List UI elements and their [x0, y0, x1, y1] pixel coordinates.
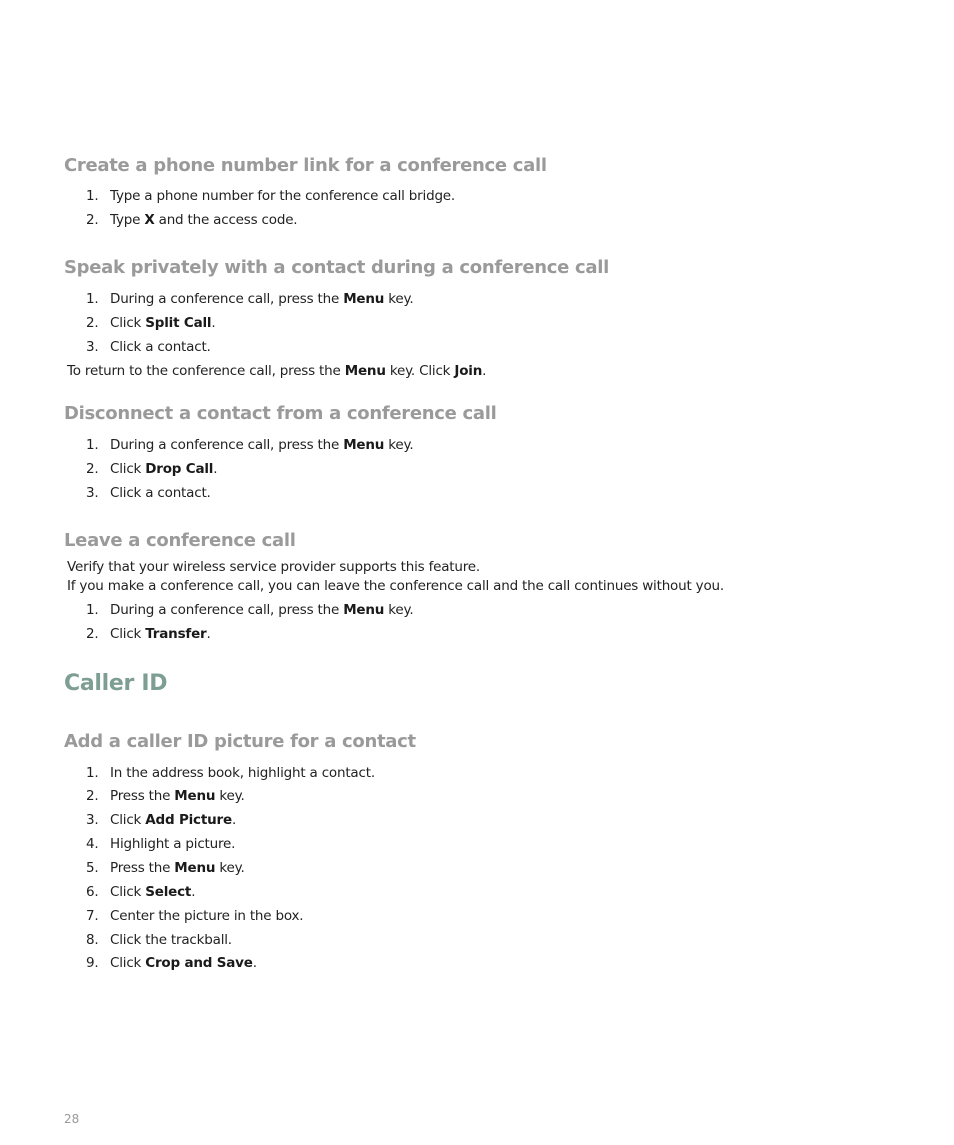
heading-leave-conference: Leave a conference call — [64, 530, 296, 551]
prerequisite-note: Verify that your wireless service provider supports this feature. — [67, 559, 481, 575]
heading-add-caller-id-picture: Add a caller ID picture for a contact — [64, 731, 416, 752]
document-page: Create a phone number link for a conference call 1. Type a phone number for the conference call bridge. 2. Type X and the access code. Speak privately with a contact during a conference call 1. During a conference call, press the Menu key. 2. Click Split Call. 3. Click a contact. To return to the conference call, press the Menu key. Click Join. Disconnect a contact from a conference call 1. During a conference call, press the Menu key. 2. Click Drop Call. 3. Click a contact. Leave a conference call Verify that your wireless service provider supports this feature. If you make a conference call, you can leave the conference call and the call continues without you. 1. During a conference call, press the Menu key. 2. Click Transfer. Caller ID Add a caller ID picture for a contact 1. In the address book, highlight a contact. 2. Press the Menu key. 3. Click Add Picture. 4. Highlight a picture. 5. Press the Menu key. 6. Click Select. 7. Center the picture in the box. 8. Click the trackball. 9. Click Crop and Save. 28 — [64, 155, 724, 1126]
return-note: To return to the conference call, press the Menu key. Click Join. — [67, 363, 487, 379]
heading-speak-privately: Speak privately with a contact during a conference call — [64, 257, 609, 278]
leave-description: If you make a conference call, you can leave the conference call and the call continues without you. — [67, 578, 724, 594]
heading-phone-number-link: Create a phone number link for a conference call — [64, 155, 547, 176]
heading-disconnect-contact: Disconnect a contact from a conference call — [64, 403, 497, 424]
heading-caller-id: Caller ID — [64, 671, 168, 696]
page-number: 28 — [64, 1112, 80, 1126]
